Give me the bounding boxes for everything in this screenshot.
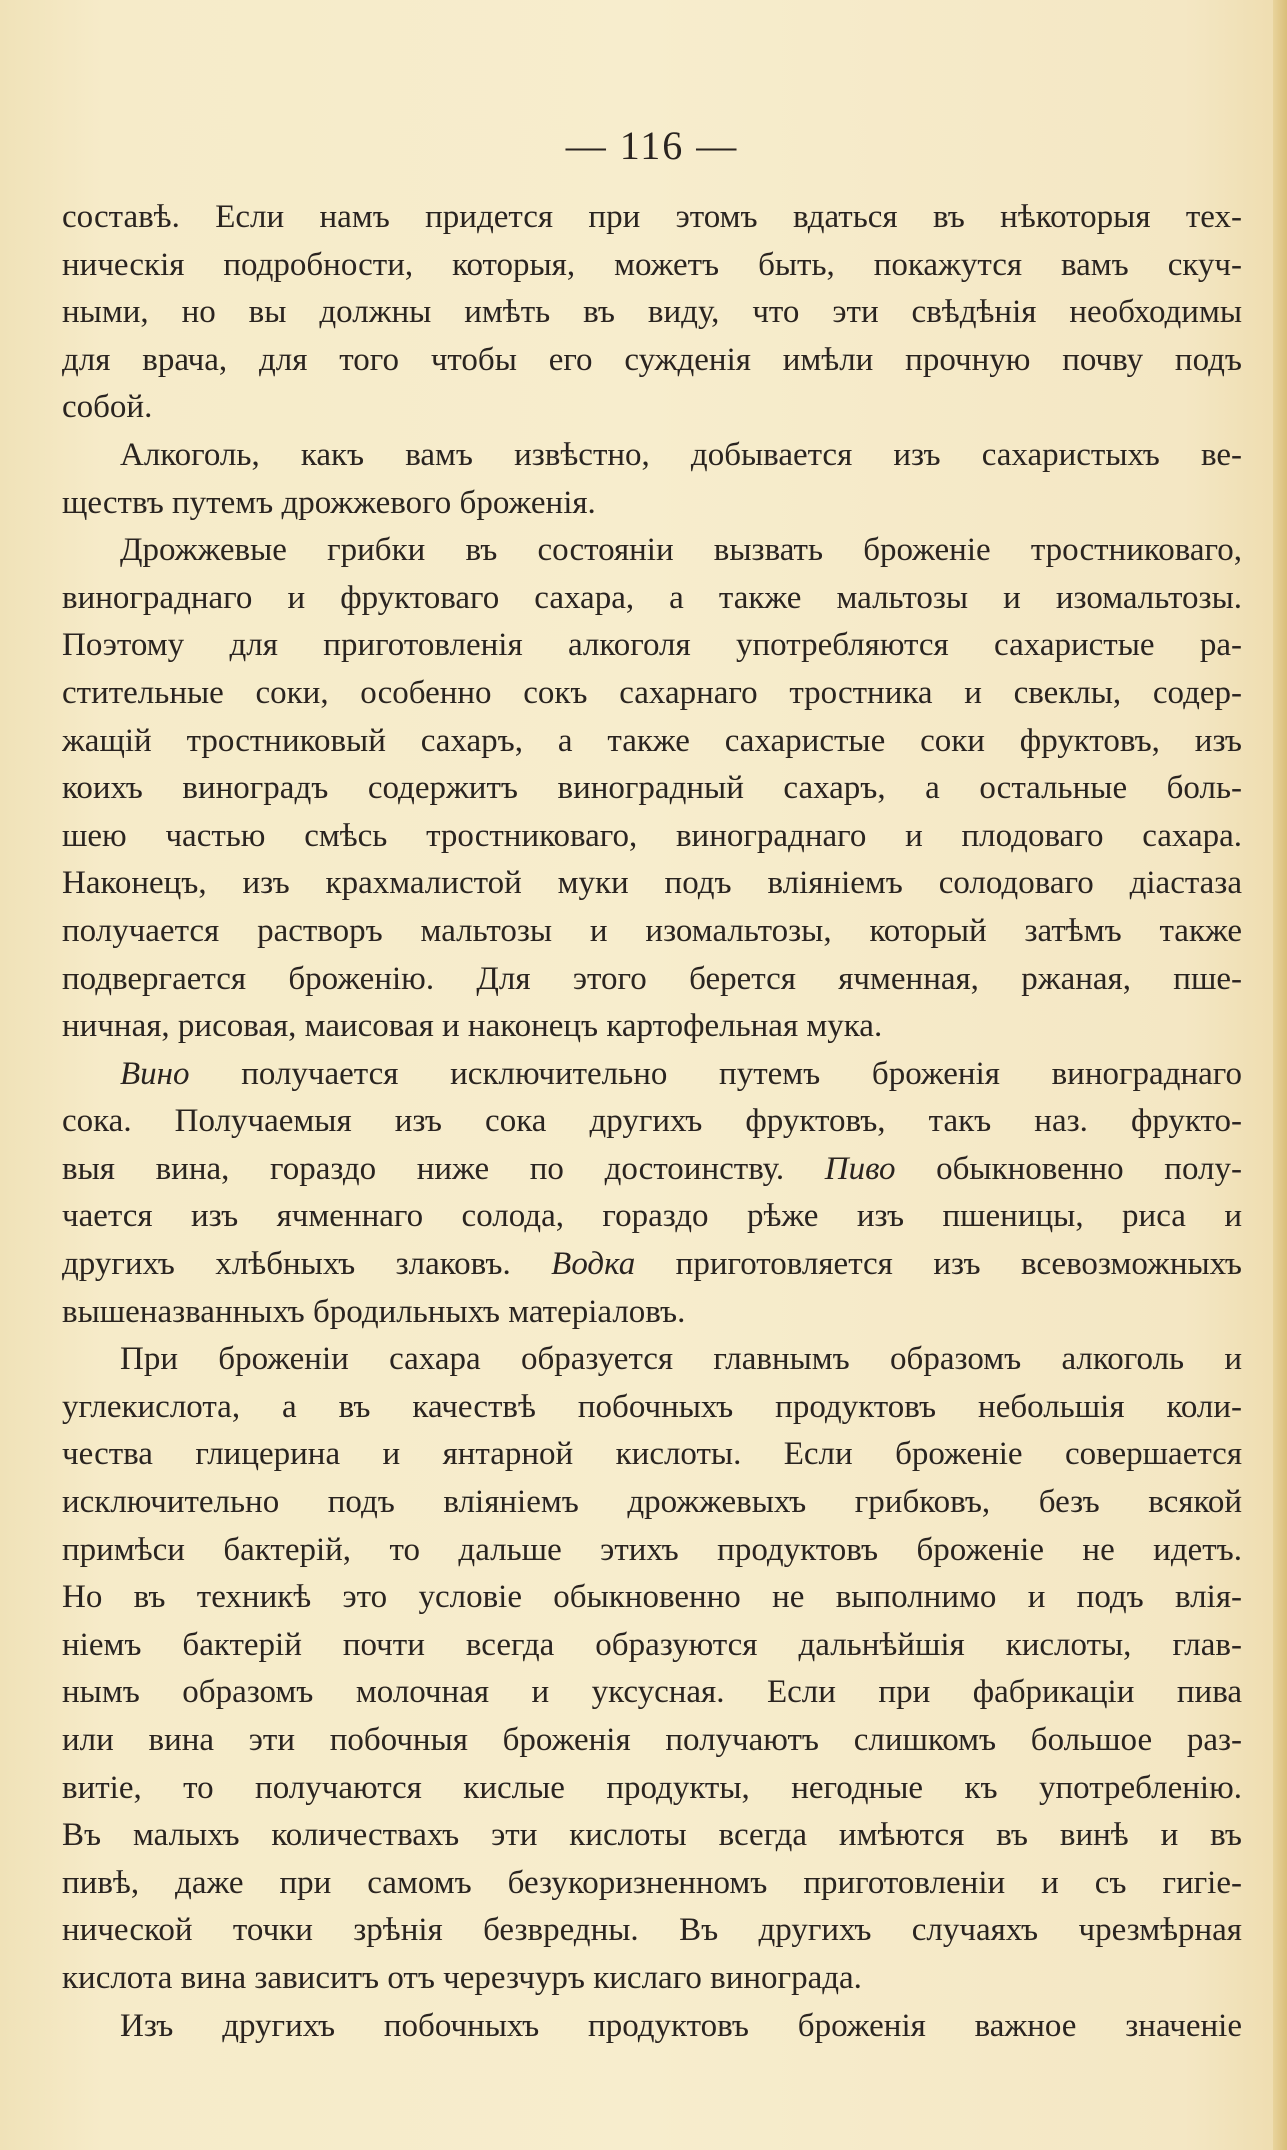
text-span: обыкновенно полу- xyxy=(895,1150,1242,1187)
text-line: ществъ путемъ дрожжевого броженія. xyxy=(62,484,596,521)
text-line: чества глицерина и янтарной кислоты. Если броженіе совершается xyxy=(62,1436,1242,1473)
paragraph-first-line: Алкоголь, какъ вамъ извѣстно, добывается изъ сахаристыхъ ве- xyxy=(120,436,1242,473)
text-line: сока. Получаемыя изъ сока другихъ фруктовъ, такъ наз. фрукто- xyxy=(62,1103,1242,1140)
text-line: ніемъ бактерій почти всегда образуются дальнѣйшія кислоты, глав- xyxy=(62,1626,1242,1663)
paragraph-first-line: Дрожжевые грибки въ состояніи вызвать броженіе тростниковаго, xyxy=(120,532,1242,569)
paragraph-first-line: При броженіи сахара образуется главнымъ образомъ алкоголь и xyxy=(120,1341,1242,1378)
text-line: ническія подробности, которыя, можетъ быть, покажутся вамъ скуч- xyxy=(62,246,1242,283)
text-line xyxy=(62,1146,1242,1194)
text-line: Наконецъ, изъ крахмалистой муки подъ вліяніемъ солодоваго діастаза xyxy=(62,865,1242,902)
text-line: нымъ образомъ молочная и уксусная. Если при фабрикаціи пива xyxy=(62,1674,1242,1711)
text-span: выя вина, гораздо ниже по достоинству. xyxy=(62,1150,825,1187)
text-line: для врача, для того чтобы его сужденія имѣли прочную почву подъ xyxy=(62,341,1242,378)
text-line: жащій тростниковый сахаръ, а также сахаристые соки фруктовъ, изъ xyxy=(62,722,1242,759)
italic-term-wine: Вино xyxy=(120,1055,190,1092)
paragraph-first-line xyxy=(62,1051,1242,1099)
text-span: приготовляется изъ всевозможныхъ xyxy=(635,1246,1242,1283)
text-line: Въ малыхъ количествахъ эти кислоты всегда имѣются въ винѣ и въ xyxy=(62,1817,1242,1854)
text-line: примѣси бактерій, то дальше этихъ продуктовъ броженіе не идетъ. xyxy=(62,1531,1242,1568)
text-line: кислота вина зависитъ отъ черезчуръ кислаго винограда. xyxy=(62,1959,862,1996)
text-span: другихъ хлѣбныхъ злаковъ. xyxy=(62,1246,552,1283)
text-line: ничная, рисовая, маисовая и наконецъ картофельная мука. xyxy=(62,1008,883,1045)
text-line: стительные соки, особенно сокъ сахарнаго тростника и свеклы, содер- xyxy=(62,674,1242,711)
page-edge xyxy=(1273,0,1287,2150)
text-line: винограднаго и фруктоваго сахара, а также мальтозы и изомальтозы. xyxy=(62,579,1242,616)
text-line: шею частью смѣсь тростниковаго, винограднаго и плодоваго сахара. xyxy=(62,817,1242,854)
text-line: исключительно подъ вліяніемъ дрожжевыхъ грибковъ, безъ всякой xyxy=(62,1484,1242,1521)
page-number: — 116 — xyxy=(565,123,739,168)
text-line: подвергается броженію. Для этого берется ячменная, ржаная, пше- xyxy=(62,960,1242,997)
text-line: составѣ. Если намъ придется при этомъ вдаться въ нѣкоторыя тех- xyxy=(62,199,1242,235)
text-span: получается исключительно путемъ броженія винограднаго xyxy=(189,1055,1242,1092)
paragraph-first-line: Изъ другихъ побочныхъ продуктовъ броженія важное значеніе xyxy=(120,2007,1242,2044)
text-line: пивѣ, даже при самомъ безукоризненномъ приготовленіи и съ гигіе- xyxy=(62,1864,1242,1901)
text-line: Но въ техникѣ это условіе обыкновенно не выполнимо и подъ влія- xyxy=(62,1579,1242,1616)
text-line: Поэтому для приготовленія алкоголя употребляются сахаристые ра- xyxy=(62,627,1242,664)
text-line: чается изъ ячменнаго солода, гораздо рѣже изъ пшеницы, риса и xyxy=(62,1198,1242,1235)
text-line: вышеназванныхъ бродильныхъ матеріаловъ. xyxy=(62,1293,686,1330)
text-line: нической точки зрѣнія безвредны. Въ другихъ случаяхъ чрезмѣрная xyxy=(62,1912,1242,1949)
text-line: получается растворъ мальтозы и изомальтозы, который затѣмъ также xyxy=(62,912,1242,949)
text-line: углекислота, а въ качествѣ побочныхъ продуктовъ небольшія коли- xyxy=(62,1388,1242,1425)
text-line: собой. xyxy=(62,389,153,426)
text-line: или вина эти побочныя броженія получаютъ слишкомъ большое раз- xyxy=(62,1722,1242,1758)
page-text xyxy=(62,118,1242,2050)
text-line xyxy=(62,1241,1242,1289)
text-line: ными, но вы должны имѣть въ виду, что эти свѣдѣнія необходимы xyxy=(62,294,1242,331)
italic-term-beer: Пиво xyxy=(824,1150,896,1187)
text-line: витіе, то получаются кислые продукты, негодные къ употребленію. xyxy=(62,1769,1242,1806)
text-line: коихъ виноградъ содержитъ виноградный сахаръ, а остальные боль- xyxy=(62,770,1242,807)
italic-term-vodka: Водка xyxy=(551,1246,636,1283)
